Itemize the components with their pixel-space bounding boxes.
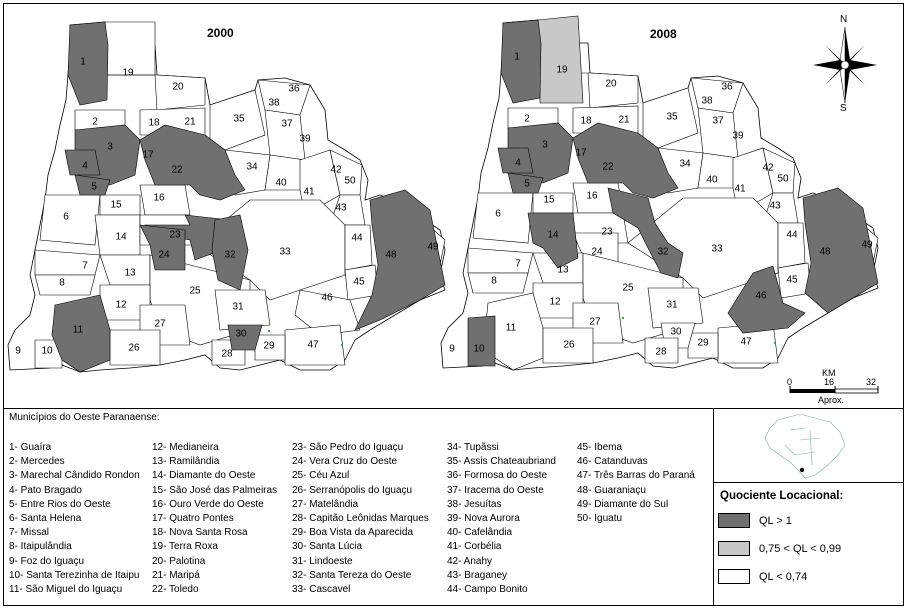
ql-swatch xyxy=(718,513,750,528)
municipality-number-label: 21 xyxy=(184,116,196,128)
legend-title: Municípios do Oeste Paranaense: xyxy=(9,412,160,423)
municipality-number-label: 42 xyxy=(762,162,774,174)
municipality-number-label: 22 xyxy=(171,164,183,176)
municipality-item: 12- Medianeira xyxy=(152,442,219,453)
map-2008 xyxy=(441,16,878,370)
municipality-item: 30- Santa Lúcia xyxy=(292,541,363,553)
municipality-number-label: 15 xyxy=(543,194,555,206)
municipality-number-label: 39 xyxy=(732,130,744,142)
municipality-number-label: 4 xyxy=(82,160,88,172)
municipality-number-label: 50 xyxy=(344,175,356,187)
municipality-number-label: 27 xyxy=(589,316,601,328)
scale-tick: 0 xyxy=(787,377,793,387)
municipality-item: 14- Diamante do Oeste xyxy=(152,470,256,482)
municipality-number-label: 8 xyxy=(59,277,65,289)
municipality-number-label: 42 xyxy=(330,164,342,176)
ql-legend-item xyxy=(718,513,792,528)
ql-legend-title: Quociente Locacional: xyxy=(720,490,844,502)
municipality-item: 18- Nova Santa Rosa xyxy=(152,527,248,539)
municipality-number-label: 48 xyxy=(385,249,397,261)
municipality-item: 44- Campo Bonito xyxy=(447,584,528,596)
municipality-item: 47- Três Barras do Paraná xyxy=(577,470,695,482)
municipality-number-label: 40 xyxy=(275,177,287,189)
municipality-item: 25- Céu Azul xyxy=(292,470,350,482)
municipality-number-label: 44 xyxy=(351,232,363,244)
municipality-item: 26- Serranópolis do Iguaçu xyxy=(292,484,413,496)
scale-unit: KM xyxy=(822,368,836,378)
municipality-number-label: 26 xyxy=(128,342,140,354)
municipality-number-label: 3 xyxy=(107,141,113,153)
municipality-item: 36- Formosa do Oeste xyxy=(447,470,548,482)
municipality-number-label: 10 xyxy=(41,345,53,357)
municipality-number-label: 31 xyxy=(232,301,244,313)
municipality-item: 7- Missal xyxy=(9,527,50,539)
municipality-item: 40- Cafelândia xyxy=(447,527,513,539)
municipality-number-label: 36 xyxy=(721,81,733,93)
municipality-number-label: 23 xyxy=(601,226,613,238)
municipality-number-label: 32 xyxy=(224,249,236,261)
municipality-number-label: 45 xyxy=(786,274,798,286)
map-2000 xyxy=(8,22,445,372)
municipality-item: 20- Palotina xyxy=(152,555,206,567)
municipality-item: 28- Capitão Leônidas Marques xyxy=(292,513,429,525)
municipality-number-label: 9 xyxy=(449,343,455,355)
municipality-number-label: 37 xyxy=(281,118,293,130)
municipality-number-label: 5 xyxy=(91,181,97,193)
inset-location-marker xyxy=(800,468,804,472)
municipality-number-label: 37 xyxy=(712,115,724,127)
municipality-item: 39- Nova Aurora xyxy=(447,513,520,525)
municipality-item: 23- São Pedro do Iguaçu xyxy=(292,442,404,453)
municipality-number-label: 41 xyxy=(734,183,746,195)
municipality-item: 38- Jesuítas xyxy=(447,498,502,510)
municipality-number-label: 11 xyxy=(505,322,517,334)
north-arrow-icon xyxy=(813,27,877,103)
municipality-number-label: 50 xyxy=(777,173,789,185)
municipality-item: 24- Vera Cruz do Oeste xyxy=(292,456,398,468)
municipality-number-label: 19 xyxy=(122,67,134,79)
municipality-item: 27- Matelândia xyxy=(292,498,359,510)
municipality-number-label: 38 xyxy=(268,97,280,109)
municipality-item: 8- Itaipulândia xyxy=(9,541,72,553)
municipality-item: 31- Lindoeste xyxy=(292,555,353,567)
municipality-number-label: 6 xyxy=(495,208,501,220)
municipality-number-label: 17 xyxy=(142,149,154,161)
municipality-item: 48- Guaraniaçu xyxy=(577,484,646,496)
municipality-item: 10- Santa Terezinha de Itaipu xyxy=(9,569,140,581)
municipality-number-label: 48 xyxy=(819,246,831,258)
municipality-number-label: 28 xyxy=(655,346,667,358)
municipality-number-label: 49 xyxy=(427,241,439,253)
municipality-list xyxy=(447,441,556,597)
municipality-number-label: 4 xyxy=(515,157,521,169)
ql-legend-label: 0,75 < QL < 0,99 xyxy=(759,542,842,555)
municipality-number-label: 16 xyxy=(153,192,165,204)
ql-swatch xyxy=(718,541,750,556)
municipality-item: 43- Braganey xyxy=(447,569,508,581)
municipality-number-label: 8 xyxy=(491,275,497,287)
map-title-2008: 2008 xyxy=(650,27,677,41)
municipality-item: 4- Pato Bragado xyxy=(9,484,82,496)
municipality-number-label: 19 xyxy=(556,64,568,76)
municipality-number-label: 7 xyxy=(515,258,521,270)
municipality-number-label: 44 xyxy=(786,229,798,241)
map-title-2000: 2000 xyxy=(207,26,234,40)
municipality-number-label: 29 xyxy=(697,337,709,349)
municipality-number-label: 24 xyxy=(591,246,603,258)
municipality-number-label: 34 xyxy=(679,158,691,170)
municipality-number-label: 25 xyxy=(622,282,634,294)
municipality-list xyxy=(152,441,277,597)
municipality-item: 41- Corbélia xyxy=(447,541,502,553)
municipality-item: 35- Assis Chateaubriand xyxy=(447,456,556,468)
municipality-item: 37- Iracema do Oeste xyxy=(447,484,544,496)
municipality-number-label: 12 xyxy=(549,296,561,308)
municipality-item: 21- Maripá xyxy=(152,569,200,581)
ql-mid-areas xyxy=(538,16,583,103)
municipality-number-label: 17 xyxy=(575,147,587,159)
municipality-number-label: 30 xyxy=(670,326,682,338)
municipality-number-label: 47 xyxy=(307,339,319,351)
municipality-item: 15- São José das Palmeiras xyxy=(152,484,278,496)
municipality-number-label: 11 xyxy=(72,324,84,336)
municipality-number-label: 43 xyxy=(769,200,781,212)
municipality-number-label: 25 xyxy=(189,285,201,297)
municipality-number-label: 24 xyxy=(158,249,170,261)
municipality-item: 9- Foz do Iguaçu xyxy=(9,555,85,567)
municipality-number-label: 9 xyxy=(15,345,21,357)
north-label: N xyxy=(840,14,848,25)
municipality-item: 2- Mercedes xyxy=(9,456,65,468)
municipality-number-label: 46 xyxy=(321,292,333,304)
municipality-number-label: 26 xyxy=(563,339,575,351)
municipality-item: 45- Ibema xyxy=(577,442,623,453)
municipality-number-label: 38 xyxy=(701,95,713,107)
municipality-number-label: 13 xyxy=(557,264,569,276)
inset-brazil-map xyxy=(765,414,845,478)
municipality-number-label: 13 xyxy=(124,267,136,279)
ql-legend-label: QL < 0,74 xyxy=(759,570,808,583)
municipality-number-label: 46 xyxy=(755,290,767,302)
south-label: S xyxy=(840,103,847,114)
municipality-list xyxy=(9,441,140,597)
municipality-number-label: 35 xyxy=(666,111,678,123)
municipality-number-label: 2 xyxy=(524,113,530,125)
municipality-number-label: 21 xyxy=(618,114,630,126)
municipality-number-label: 6 xyxy=(63,211,69,223)
scale-note: Aprox. xyxy=(818,395,845,405)
municipality-item: 22- Toledo xyxy=(152,584,199,596)
municipality-number-label: 47 xyxy=(740,336,752,348)
municipality-number-label: 14 xyxy=(547,229,559,241)
municipality-item: 32- Santa Tereza do Oeste xyxy=(292,569,412,581)
municipality-item: 3- Marechal Cândido Rondon xyxy=(9,470,140,482)
municipality-number-label: 18 xyxy=(580,115,592,127)
municipality-number-label: 14 xyxy=(115,231,127,243)
municipality-number-label: 45 xyxy=(353,276,365,288)
municipality-number-label: 28 xyxy=(221,348,233,360)
municipality-number-label: 32 xyxy=(657,246,669,258)
municipality-item: 29- Boa Vista da Aparecida xyxy=(292,527,414,539)
municipality-number-label: 29 xyxy=(263,340,275,352)
municipality-item: 46- Catanduvas xyxy=(577,456,648,468)
municipality-number-label: 23 xyxy=(169,229,181,241)
municipality-item: 11- São Miguel do Iguaçu xyxy=(9,584,123,596)
scale-tick: 16 xyxy=(824,377,835,387)
municipality-item: 33- Cascavel xyxy=(292,584,351,596)
scale-tick: 32 xyxy=(866,377,877,387)
municipality-list xyxy=(577,441,695,526)
ql-legend-item xyxy=(718,541,841,556)
municipality-number-label: 2 xyxy=(92,116,98,128)
municipality-item: 34- Tupãssi xyxy=(447,442,499,453)
municipality-number-label: 16 xyxy=(586,190,598,202)
municipality-number-label: 36 xyxy=(288,83,300,95)
ql-legend-item xyxy=(718,569,807,584)
municipality-number-label: 15 xyxy=(110,199,122,211)
municipality-number-label: 3 xyxy=(542,139,548,151)
municipality-item: 1- Guaíra xyxy=(9,442,52,453)
municipality-number-label: 33 xyxy=(279,246,291,258)
municipality-number-label: 12 xyxy=(115,299,127,311)
ql-legend-label: QL > 1 xyxy=(759,514,792,527)
municipality-number-label: 22 xyxy=(602,161,614,173)
municipality-number-label: 1 xyxy=(80,56,86,68)
municipality-item: 49- Diamante do Sul xyxy=(577,498,669,510)
municipality-number-label: 35 xyxy=(233,113,245,125)
municipality-number-label: 10 xyxy=(473,343,485,355)
municipality-number-label: 7 xyxy=(82,260,88,272)
municipality-item: 5- Entre Rios do Oeste xyxy=(9,498,111,510)
municipality-number-label: 41 xyxy=(303,186,315,198)
municipality-number-label: 20 xyxy=(605,78,617,90)
municipality-number-label: 40 xyxy=(706,174,718,186)
scale-bar xyxy=(790,386,878,393)
municipality-number-label: 1 xyxy=(514,51,520,63)
municipality-item: 16- Ouro Verde do Oeste xyxy=(152,498,264,510)
municipality-item: 6- Santa Helena xyxy=(9,513,82,525)
municipality-number-label: 30 xyxy=(235,328,247,340)
municipality-number-label: 33 xyxy=(711,243,723,255)
ql-swatch xyxy=(718,569,750,584)
municipality-item: 42- Anahy xyxy=(447,555,493,567)
municipality-list xyxy=(292,441,429,597)
municipality-number-label: 34 xyxy=(246,161,258,173)
municipality-item: 13- Ramilândia xyxy=(152,456,220,468)
municipality-number-label: 31 xyxy=(666,299,678,311)
municipality-item: 19- Terra Roxa xyxy=(152,541,218,553)
municipality-number-label: 43 xyxy=(335,202,347,214)
municipality-item: 50- Iguatu xyxy=(577,513,623,525)
municipality-number-label: 39 xyxy=(299,133,311,145)
municipality-number-label: 27 xyxy=(154,318,166,330)
municipality-number-label: 49 xyxy=(861,239,873,251)
municipality-number-label: 5 xyxy=(524,178,530,190)
municipality-item: 17- Quatro Pontes xyxy=(152,513,234,525)
municipality-number-label: 20 xyxy=(172,81,184,93)
municipality-number-label: 18 xyxy=(148,117,160,129)
